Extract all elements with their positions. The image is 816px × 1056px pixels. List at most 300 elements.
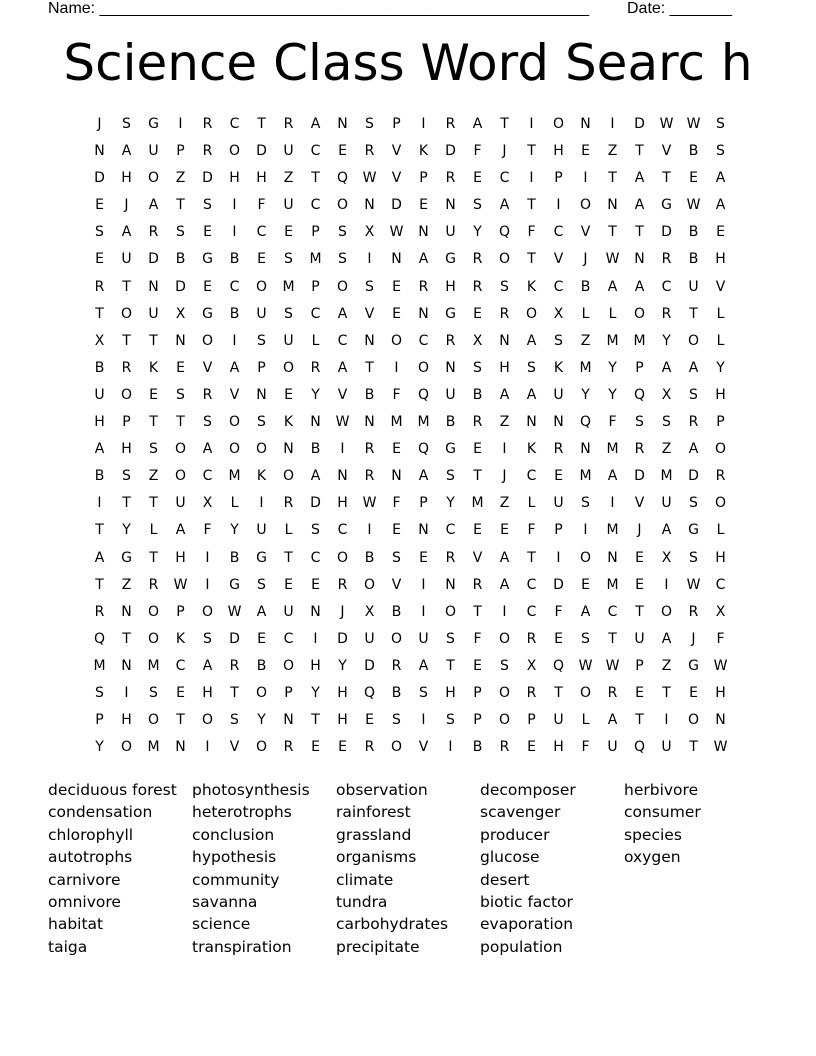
grid-letter: D: [175, 278, 186, 295]
grid-letter: O: [390, 630, 403, 647]
grid-letter: O: [633, 305, 646, 322]
grid-letter: W: [713, 739, 728, 756]
grid-letter: O: [147, 630, 160, 647]
grid-letter: S: [365, 278, 374, 295]
grid-letter: F: [527, 522, 536, 539]
grid-letter: Z: [580, 332, 591, 349]
grid-letter: E: [284, 576, 293, 593]
grid-letter: R: [283, 495, 294, 512]
grid-letter: B: [94, 359, 105, 376]
grid-letter: N: [391, 251, 402, 268]
grid-letter: S: [230, 712, 239, 729]
word-list-item: carnivore: [48, 870, 121, 889]
grid-letter: U: [445, 224, 456, 241]
grid-letter: A: [661, 630, 672, 647]
grid-letter: O: [255, 684, 268, 701]
grid-letter: L: [311, 332, 320, 349]
grid-letter: S: [257, 332, 266, 349]
grid-letter: M: [633, 332, 646, 349]
grid-letter: I: [556, 549, 561, 566]
grid-letter: Q: [417, 386, 430, 403]
grid-letter: T: [608, 630, 617, 647]
grid-letter: S: [392, 712, 401, 729]
grid-letter: J: [637, 522, 642, 539]
grid-letter: R: [310, 359, 321, 376]
grid-letter: Y: [716, 359, 725, 376]
grid-letter: R: [283, 116, 294, 132]
grid-letter: R: [607, 684, 618, 701]
grid-letter: I: [124, 684, 129, 701]
grid-letter: J: [502, 143, 507, 160]
grid-letter: D: [634, 116, 645, 132]
grid-letter: O: [417, 359, 430, 376]
grid-letter: E: [581, 576, 590, 593]
grid-letter: N: [310, 603, 321, 620]
grid-letter: I: [556, 197, 561, 214]
grid-letter: T: [608, 170, 617, 187]
grid-letter: I: [583, 170, 588, 187]
grid-letter: A: [229, 359, 240, 376]
grid-letter: R: [688, 603, 699, 620]
grid-letter: I: [232, 332, 237, 349]
grid-letter: X: [364, 603, 375, 620]
grid-letter: O: [579, 197, 592, 214]
grid-letter: S: [203, 630, 212, 647]
grid-letter: I: [664, 712, 669, 729]
grid-letter: Y: [257, 712, 266, 729]
grid-letter: L: [608, 305, 617, 322]
grid-letter: O: [714, 495, 727, 512]
grid-letter: T: [446, 657, 455, 674]
grid-letter: T: [176, 197, 185, 214]
grid-letter: S: [473, 197, 482, 214]
grid-letter: O: [498, 712, 511, 729]
grid-letter: B: [472, 739, 483, 756]
word-list-item: grassland: [336, 825, 412, 844]
grid-letter: O: [579, 684, 592, 701]
grid-letter: B: [445, 414, 456, 431]
grid-letter: O: [687, 712, 700, 729]
grid-letter: F: [554, 603, 563, 620]
grid-letter: V: [229, 739, 240, 756]
grid-letter: G: [445, 305, 456, 322]
grid-letter: K: [553, 359, 564, 376]
grid-letter: B: [688, 251, 699, 268]
grid-letter: R: [472, 414, 483, 431]
grid-letter: O: [201, 603, 214, 620]
grid-letter: N: [310, 414, 321, 431]
grid-letter: H: [121, 712, 132, 729]
grid-letter: W: [686, 116, 701, 132]
grid-letter: V: [391, 143, 402, 160]
word-list-item: heterotrophs: [192, 803, 292, 822]
grid-letter: L: [527, 495, 536, 512]
grid-letter: I: [232, 224, 237, 241]
grid-letter: M: [147, 657, 160, 674]
grid-letter: D: [364, 657, 375, 674]
grid-letter: R: [661, 305, 672, 322]
word-list-item: scavenger: [480, 803, 561, 822]
grid-letter: S: [581, 630, 590, 647]
grid-letter: D: [229, 630, 240, 647]
grid-letter: O: [201, 332, 214, 349]
grid-letter: E: [716, 224, 725, 241]
grid-letter: E: [203, 224, 212, 241]
grid-letter: A: [148, 197, 159, 214]
grid-letter: C: [607, 603, 618, 620]
grid-letter: V: [391, 576, 402, 593]
grid-letter: X: [175, 305, 186, 322]
grid-letter: U: [256, 305, 267, 322]
letter-grid: [86, 111, 734, 761]
grid-letter: D: [94, 170, 105, 187]
grid-letter: N: [283, 712, 294, 729]
grid-letter: Y: [122, 522, 131, 539]
grid-letter: O: [498, 251, 511, 268]
grid-letter: A: [715, 170, 726, 187]
grid-letter: V: [391, 170, 402, 187]
grid-letter: K: [175, 630, 186, 647]
grid-letter: B: [229, 305, 240, 322]
grid-letter: E: [176, 359, 185, 376]
grid-letter: I: [610, 495, 615, 512]
grid-letter: D: [445, 143, 456, 160]
grid-letter: N: [337, 468, 348, 485]
grid-letter: G: [229, 576, 240, 593]
grid-letter: T: [95, 576, 104, 593]
grid-letter: Y: [608, 359, 617, 376]
word-list-item: climate: [336, 870, 394, 889]
grid-letter: E: [284, 386, 293, 403]
grid-letter: C: [526, 576, 537, 593]
grid-letter: T: [122, 630, 131, 647]
grid-letter: I: [448, 739, 453, 756]
grid-letter: O: [336, 549, 349, 566]
grid-letter: E: [500, 522, 509, 539]
grid-letter: S: [284, 305, 293, 322]
grid-letter: P: [635, 657, 644, 674]
grid-letter: S: [203, 197, 212, 214]
grid-letter: W: [389, 224, 404, 241]
date-field-line: Date: _______: [627, 0, 732, 17]
grid-letter: C: [445, 522, 456, 539]
word-list-item: consumer: [624, 803, 701, 822]
grid-letter: J: [97, 116, 102, 132]
grid-letter: N: [445, 359, 456, 376]
grid-letter: D: [148, 251, 159, 268]
grid-letter: S: [95, 224, 104, 241]
grid-letter: H: [175, 549, 186, 566]
grid-letter: R: [661, 251, 672, 268]
grid-letter: F: [716, 630, 725, 647]
grid-letter: W: [713, 657, 728, 674]
grid-letter: R: [445, 116, 456, 132]
grid-letter: T: [230, 684, 239, 701]
grid-letter: B: [472, 386, 483, 403]
word-list-item: rainforest: [336, 803, 411, 822]
grid-letter: T: [122, 332, 131, 349]
grid-letter: N: [580, 441, 591, 458]
grid-letter: D: [310, 495, 321, 512]
word-list-item: species: [624, 825, 682, 844]
grid-letter: X: [661, 549, 672, 566]
grid-letter: X: [661, 386, 672, 403]
grid-letter: Q: [417, 441, 430, 458]
grid-letter: E: [95, 197, 104, 214]
word-list-item: glucose: [480, 848, 540, 867]
grid-letter: Z: [499, 495, 510, 512]
grid-letter: S: [581, 495, 590, 512]
grid-letter: T: [284, 549, 293, 566]
grid-letter: S: [203, 414, 212, 431]
grid-letter: S: [554, 332, 563, 349]
grid-letter: A: [175, 522, 186, 539]
grid-letter: W: [605, 251, 620, 268]
grid-letter: C: [310, 305, 321, 322]
grid-letter: C: [715, 576, 726, 593]
grid-letter: O: [390, 332, 403, 349]
grid-letter: E: [284, 224, 293, 241]
grid-letter: V: [580, 224, 591, 241]
grid-letter: Q: [633, 739, 646, 756]
grid-letter: E: [473, 170, 482, 187]
grid-letter: M: [606, 522, 619, 539]
grid-letter: X: [94, 332, 105, 349]
grid-letter: N: [634, 251, 645, 268]
grid-letter: P: [716, 414, 725, 431]
grid-letter: L: [149, 522, 158, 539]
grid-letter: R: [445, 170, 456, 187]
grid-letter: S: [716, 116, 725, 132]
grid-letter: E: [581, 143, 590, 160]
grid-letter: C: [256, 224, 267, 241]
word-list-item: producer: [480, 825, 550, 844]
grid-letter: A: [634, 197, 645, 214]
grid-letter: G: [445, 441, 456, 458]
grid-letter: U: [634, 630, 645, 647]
grid-letter: D: [634, 468, 645, 485]
grid-letter: T: [662, 684, 671, 701]
grid-letter: A: [688, 441, 699, 458]
grid-letter: E: [338, 739, 347, 756]
word-list-item: tundra: [336, 892, 388, 911]
grid-letter: A: [634, 170, 645, 187]
grid-letter: C: [229, 278, 240, 295]
word-list-item: savanna: [192, 892, 258, 911]
grid-letter: P: [419, 170, 428, 187]
grid-letter: Q: [552, 657, 565, 674]
grid-letter: I: [421, 712, 426, 729]
grid-letter: T: [527, 143, 536, 160]
grid-letter: U: [553, 386, 564, 403]
grid-letter: D: [553, 576, 564, 593]
grid-letter: N: [391, 468, 402, 485]
grid-letter: O: [444, 603, 457, 620]
word-list-item: omnivore: [48, 892, 121, 911]
grid-letter: N: [607, 549, 618, 566]
grid-letter: A: [94, 441, 105, 458]
grid-letter: A: [202, 441, 213, 458]
grid-letter: S: [257, 576, 266, 593]
grid-letter: C: [499, 170, 510, 187]
grid-letter: Y: [473, 224, 482, 241]
grid-letter: U: [364, 630, 375, 647]
grid-letter: N: [256, 386, 267, 403]
grid-letter: B: [391, 684, 402, 701]
grid-letter: C: [526, 603, 537, 620]
grid-letter: T: [311, 170, 320, 187]
name-field-line: Name: _______________________________________________________: [48, 0, 589, 17]
word-list-item: condensation: [48, 803, 153, 822]
grid-letter: D: [688, 468, 699, 485]
grid-letter: T: [473, 603, 482, 620]
grid-letter: V: [337, 386, 348, 403]
grid-letter: R: [391, 657, 402, 674]
grid-letter: Q: [579, 414, 592, 431]
grid-letter: M: [660, 468, 673, 485]
grid-letter: X: [472, 332, 483, 349]
grid-letter: I: [394, 359, 399, 376]
grid-letter: A: [418, 657, 429, 674]
grid-letter: T: [635, 603, 644, 620]
grid-letter: E: [689, 170, 698, 187]
grid-letter: S: [176, 224, 185, 241]
grid-letter: E: [392, 278, 401, 295]
grid-letter: H: [445, 684, 456, 701]
grid-letter: B: [391, 603, 402, 620]
grid-letter: Y: [311, 386, 320, 403]
grid-letter: E: [554, 468, 563, 485]
grid-letter: S: [500, 278, 509, 295]
grid-letter: H: [337, 684, 348, 701]
grid-letter: N: [175, 332, 186, 349]
grid-letter: S: [419, 684, 428, 701]
grid-letter: I: [205, 576, 210, 593]
grid-letter: G: [688, 657, 699, 674]
grid-letter: I: [583, 522, 588, 539]
grid-letter: P: [311, 224, 320, 241]
grid-letter: W: [578, 657, 593, 674]
grid-letter: T: [500, 116, 509, 132]
grid-letter: O: [120, 386, 133, 403]
grid-letter: E: [635, 576, 644, 593]
grid-letter: O: [552, 116, 565, 132]
grid-letter: A: [94, 549, 105, 566]
grid-letter: R: [715, 468, 726, 485]
word-list-item: chlorophyll: [48, 825, 134, 844]
grid-letter: H: [121, 441, 132, 458]
grid-letter: E: [473, 657, 482, 674]
grid-letter: T: [365, 359, 374, 376]
grid-letter: C: [310, 197, 321, 214]
grid-letter: R: [202, 386, 213, 403]
grid-letter: I: [421, 116, 426, 132]
grid-letter: S: [635, 414, 644, 431]
grid-letter: T: [635, 143, 644, 160]
grid-letter: O: [147, 170, 160, 187]
grid-letter: S: [716, 143, 725, 160]
grid-letter: A: [499, 549, 510, 566]
grid-letter: B: [175, 251, 186, 268]
grid-letter: Z: [148, 468, 159, 485]
grid-letter: R: [229, 657, 240, 674]
grid-letter: A: [418, 251, 429, 268]
grid-letter: P: [419, 495, 428, 512]
grid-letter: W: [659, 116, 674, 132]
grid-letter: N: [121, 657, 132, 674]
grid-letter: Y: [311, 684, 320, 701]
grid-letter: Y: [446, 495, 455, 512]
grid-letter: O: [579, 549, 592, 566]
grid-letter: I: [367, 522, 372, 539]
grid-letter: K: [148, 359, 159, 376]
grid-letter: C: [337, 332, 348, 349]
grid-letter: U: [445, 386, 456, 403]
grid-letter: A: [472, 116, 483, 132]
grid-letter: A: [202, 657, 213, 674]
grid-letter: Y: [662, 332, 671, 349]
grid-letter: S: [149, 684, 158, 701]
grid-letter: E: [338, 143, 347, 160]
grid-letter: O: [120, 739, 133, 756]
grid-letter: N: [418, 522, 429, 539]
grid-letter: O: [336, 278, 349, 295]
grid-letter: H: [337, 495, 348, 512]
grid-letter: F: [392, 495, 401, 512]
grid-letter: O: [687, 332, 700, 349]
grid-letter: V: [472, 549, 483, 566]
grid-letter: R: [202, 143, 213, 160]
grid-letter: Z: [175, 170, 186, 187]
grid-letter: M: [417, 414, 430, 431]
grid-letter: S: [257, 414, 266, 431]
grid-letter: L: [716, 522, 725, 539]
grid-letter: A: [607, 468, 618, 485]
grid-letter: O: [255, 441, 268, 458]
grid-letter: S: [284, 251, 293, 268]
grid-letter: I: [205, 739, 210, 756]
grid-letter: G: [661, 197, 672, 214]
grid-letter: I: [610, 116, 615, 132]
grid-letter: P: [554, 170, 563, 187]
grid-letter: W: [335, 414, 350, 431]
grid-letter: F: [608, 414, 617, 431]
grid-letter: S: [446, 712, 455, 729]
grid-letter: C: [526, 468, 537, 485]
grid-letter: E: [527, 739, 536, 756]
grid-letter: T: [608, 224, 617, 241]
grid-letter: L: [230, 495, 239, 512]
grid-letter: N: [499, 332, 510, 349]
grid-letter: J: [502, 468, 507, 485]
grid-letter: D: [337, 630, 348, 647]
grid-letter: S: [662, 414, 671, 431]
grid-letter: H: [94, 414, 105, 431]
grid-letter: I: [340, 441, 345, 458]
grid-letter: S: [338, 251, 347, 268]
grid-letter: R: [499, 739, 510, 756]
grid-letter: S: [689, 386, 698, 403]
grid-letter: R: [94, 603, 105, 620]
grid-letter: J: [691, 630, 696, 647]
grid-letter: E: [176, 684, 185, 701]
grid-letter: S: [122, 468, 131, 485]
grid-letter: R: [445, 549, 456, 566]
grid-letter: T: [257, 116, 266, 132]
grid-letter: M: [579, 468, 592, 485]
grid-letter: M: [228, 468, 241, 485]
grid-letter: S: [689, 495, 698, 512]
